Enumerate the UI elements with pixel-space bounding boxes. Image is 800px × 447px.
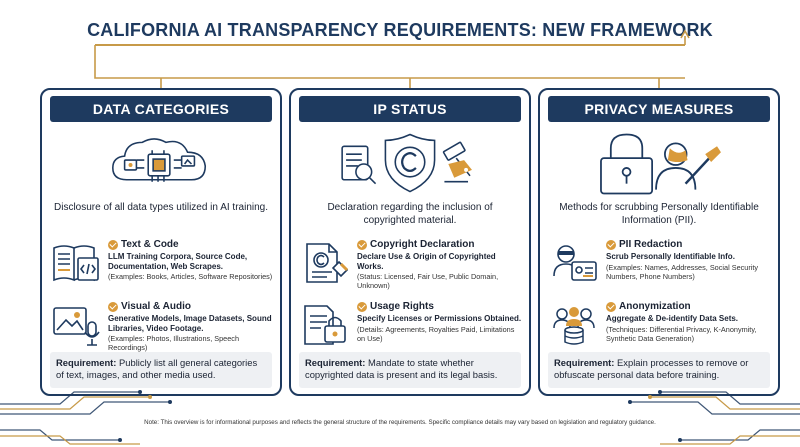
- item-examples: (Status: Licensed, Fair Use, Public Domain, Unknown): [357, 272, 499, 290]
- padlock-person-brush-icon: [540, 130, 778, 198]
- check-icon: [606, 240, 616, 250]
- item-subtitle: Aggregate & De-identify Data Sets.: [606, 314, 739, 323]
- item-title: Text & Code: [121, 239, 179, 250]
- item-subtitle: Specify Licenses or Permissions Obtained.: [357, 314, 522, 323]
- item-examples: (Examples: Names, Addresses, Social Security Numbers, Phone Numbers): [606, 262, 759, 281]
- card-heading: IP STATUS: [299, 96, 521, 122]
- requirement-box: [299, 352, 521, 388]
- item-subtitle: Generative Models, Image Datasets, Sound Libraries, Video Footage.: [108, 314, 272, 333]
- check-icon: [357, 240, 367, 250]
- card-ip-status: [289, 88, 531, 396]
- item-title: Usage Rights: [370, 301, 434, 312]
- item-text-code: [52, 238, 274, 296]
- requirement-text: Publicly list all general categories of text, images, and other media used.: [56, 357, 258, 380]
- item-examples: (Examples: Photos, Illustrations, Speech Recordings): [108, 334, 240, 352]
- connector-lines: [0, 0, 800, 100]
- check-icon: [357, 302, 367, 312]
- card-description: Declaration regarding the inclusion of copyrighted material.: [327, 202, 493, 226]
- people-database-icon: [550, 302, 600, 348]
- item-examples: (Details: Agreements, Royalties Paid, Limitations on Use): [357, 324, 515, 343]
- check-icon: [108, 302, 118, 312]
- requirement-box: [548, 352, 770, 388]
- requirement-box: [50, 352, 272, 388]
- image-microphone-icon: [52, 302, 102, 348]
- card-description: Methods for scrubbing Personally Identifiable Information (PII).: [559, 202, 759, 226]
- requirement-label: Requirement:: [305, 357, 366, 368]
- card-privacy-measures: [538, 88, 780, 396]
- item-visual-audio: [52, 300, 274, 358]
- item-examples: (Examples: Books, Articles, Software Repositories): [108, 272, 273, 281]
- card-heading: DATA CATEGORIES: [50, 96, 272, 122]
- item-usage-rights: [301, 300, 523, 358]
- item-title: Copyright Declaration: [370, 239, 475, 250]
- card-data-categories: [40, 88, 282, 396]
- requirement-text: Mandate to state whether copyrighted data is present and its legal basis.: [305, 357, 498, 380]
- page-title: CALIFORNIA AI TRANSPARENCY REQUIREMENTS: NEW FRAMEWORK: [87, 20, 713, 40]
- item-title: Anonymization: [619, 301, 691, 312]
- card-description: Disclosure of all data types utilized in AI training.: [54, 202, 268, 213]
- item-title: PII Redaction: [619, 239, 683, 250]
- cloud-chip-media-icon: [42, 130, 280, 198]
- card-heading: PRIVACY MEASURES: [548, 96, 770, 122]
- footnote: Note: This overview is for informational purposes and reflects the general structure of the requirements. Specific compliance details may vary based on legislation and regulatory guidance.: [144, 419, 656, 426]
- book-code-icon: [52, 240, 102, 286]
- check-icon: [108, 240, 118, 250]
- copyright-document-icon: [301, 240, 351, 286]
- item-subtitle: LLM Training Corpora, Source Code, Documentation, Web Scrapes.: [108, 252, 248, 271]
- requirement-label: Requirement:: [554, 357, 615, 368]
- requirement-label: Requirement:: [56, 357, 117, 368]
- item-title: Visual & Audio: [121, 301, 192, 312]
- item-copyright-declaration: [301, 238, 523, 296]
- item-subtitle: Scrub Personally Identifiable Info.: [606, 252, 735, 261]
- masked-id-card-icon: [550, 240, 600, 286]
- item-examples: (Techniques: Differential Privacy, K-Anonymity, Synthetic Data Generation): [606, 324, 757, 343]
- requirement-text: Explain processes to remove or obfuscate personal data before training.: [554, 357, 749, 380]
- item-subtitle: Declare Use & Origin of Copyrighted Works.: [357, 252, 496, 271]
- check-icon: [606, 302, 616, 312]
- item-anonymization: [550, 300, 772, 358]
- license-lock-icon: [301, 302, 351, 348]
- copyright-shield-gavel-icon: [291, 130, 529, 198]
- item-pii-redaction: [550, 238, 772, 296]
